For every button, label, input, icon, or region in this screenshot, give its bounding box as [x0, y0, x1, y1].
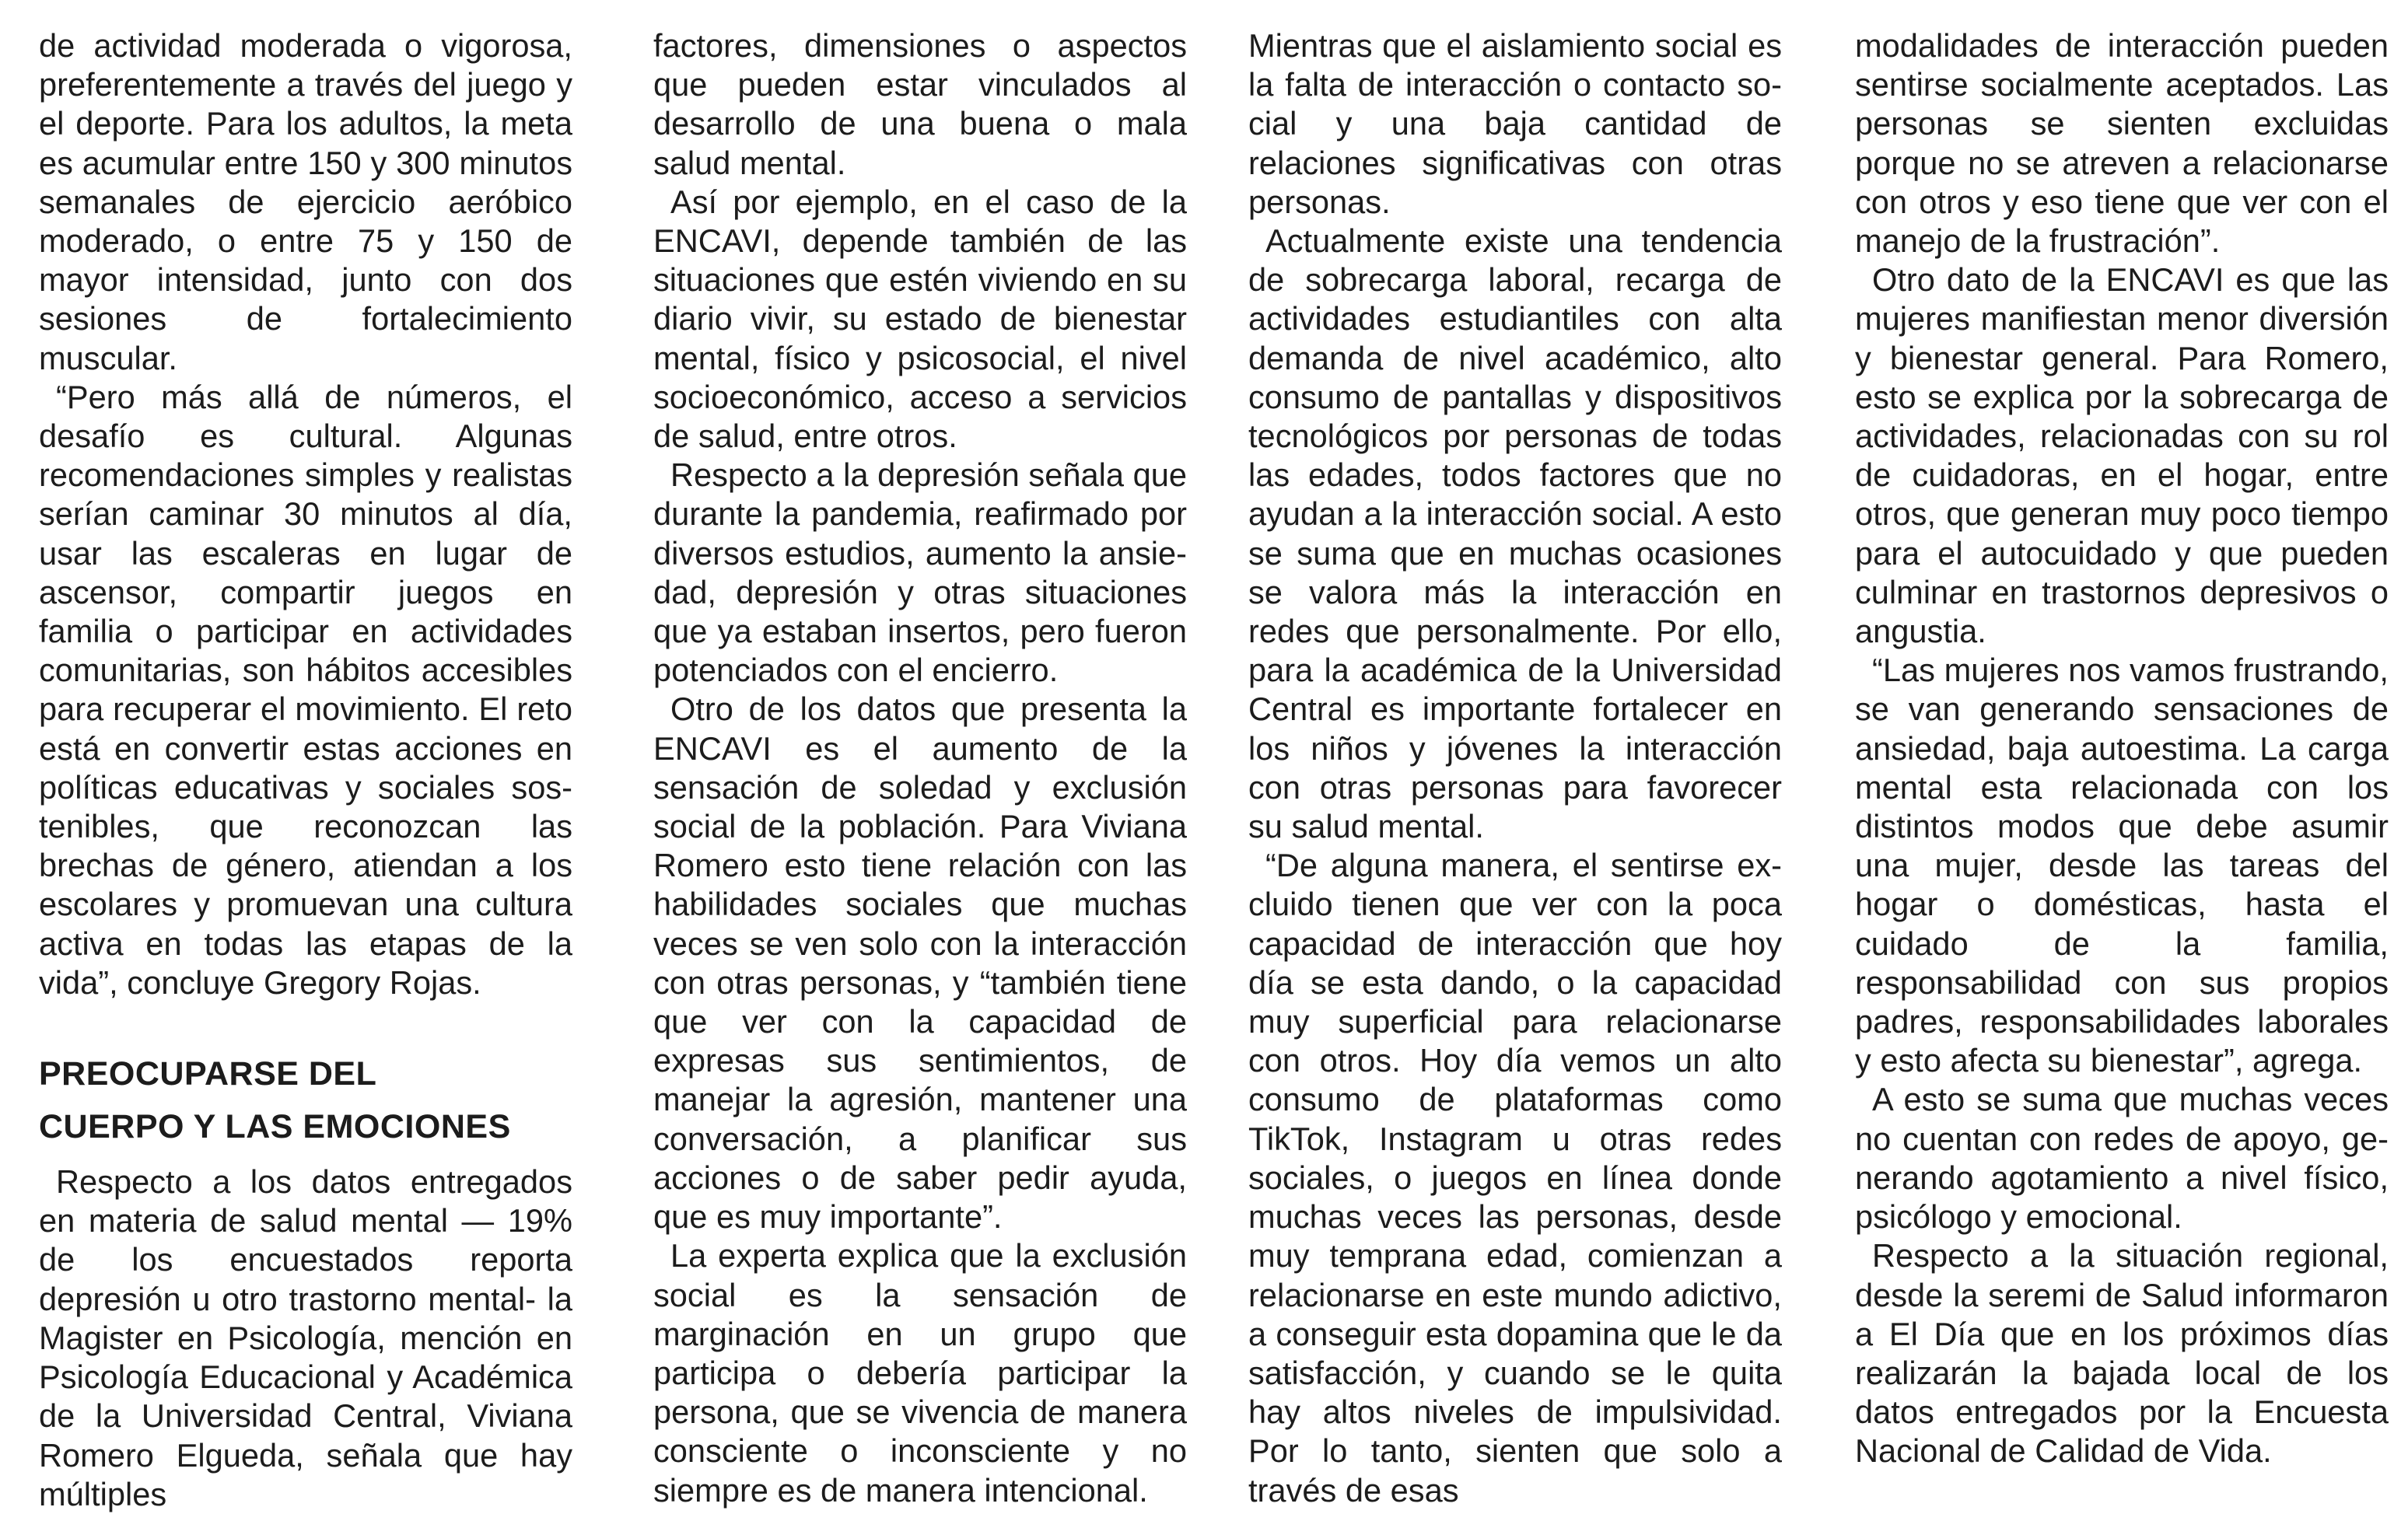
paragraph: Otro de los datos que presenta la ENCAVI es el aumento de la sensación de soledad y exclusión social de la población. Para Viviana Romero esto tiene relación con las habilidades sociales que muchas veces se ven solo con la interacción con otras personas, y “también tiene que ver con la capacidad de expresas sus sentimientos, de manejar la agresión, mantener una conversación, a planificar sus acciones o de saber pedir ayuda, que es muy importante”. [653, 691, 1187, 1236]
paragraph: modalidades de interacción pueden sentirse socialmente aceptados. Las personas se sienten excluidas porque no se atreven a relacionarse con otros y eso tiene que ver con el manejo de la frustración”. [1855, 27, 2389, 260]
section-heading [39, 1047, 572, 1153]
paragraph: Otro dato de la ENCAVI es que las mujeres manifiestan menor diversión y bienestar general. Para Romero, esto se explica por la sobrecarga de actividades, relacionadas con su rol de cuidadoras, en el hogar, entre otros, que generan muy poco tiempo para el autocuidado y que pueden culminar en trastornos depresivos o angustia. [1855, 261, 2389, 650]
paragraph: Mientras que el aislamiento social es la falta de interacción o contacto social y una baja cantidad de relaciones significativas con otras personas. [1248, 27, 1782, 220]
paragraph: Respecto a la depresión señala que durante la pandemia, reafirmado por diversos estudios, aumento la ansiedad, depresión y otras situaciones que ya estaban insertos, pero fueron potenciados con el encierro. [653, 456, 1187, 689]
paragraph: La experta explica que la exclusión social es la sensación de marginación en un grupo que participa o debería participar la persona, que se vivencia de manera consciente o inconsciente y no siempre es de manera intencional. [653, 1237, 1187, 1509]
paragraph: de actividad moderada o vigorosa, preferentemente a través del juego y el deporte. Para los adultos, la meta es acumular entre 150 y 300 minutos semanales de ejercicio aeróbico moderado, o entre 75 y 150 de mayor intensidad, junto con dos sesiones de fortalecimiento muscular. [39, 27, 572, 376]
article-column-4 [1855, 26, 2389, 1471]
section-heading-line-2: CUERPO Y LAS EMOCIONES [39, 1108, 511, 1146]
article-column-1 [39, 26, 572, 1514]
paragraph: Respecto a los datos entregados en materia de salud mental — 19% de los encuestados reporta depresión u otro trastorno mental- la Magister en Psicología, mención en Psicología Educacional y Académica de la Universidad Central, Viviana Romero Elgueda, señala que hay múltiples [39, 1163, 572, 1512]
article-column-3 [1248, 26, 1782, 1510]
paragraph: “Las mujeres nos vamos frustrando, se van generando sensaciones de ansiedad, baja autoestima. La carga mental esta relacionada con los distintos modos que debe asumir una mujer, desde las tareas del hogar o domésticas, hasta el cuidado de la familia, responsabilidad con sus propios padres, responsabilidades laborales y esto afecta su bienestar”, agrega. [1855, 652, 2389, 1079]
paragraph: Actualmente existe una tendencia de sobrecarga laboral, recarga de actividades estudiantiles con alta demanda de nivel académico, alto consumo de pantallas y dispositivos tecnológicos por personas de todas las edades, todos factores que no ayudan a la interacción social. A esto se suma que en muchas ocasiones se valora más la interacción en redes que personalmente. Por ello, para la académica de la Universidad Central es importante fortalecer en los niños y jóvenes la interacción con otras personas para favorecer su salud mental. [1248, 222, 1782, 845]
paragraph: Respecto a la situación regional, desde la seremi de Salud informaron a El Día que en los próximos días realizarán la bajada local de los datos entregados por la Encuesta Nacional de Calidad de Vida. [1855, 1237, 2389, 1470]
paragraph: A esto se suma que muchas veces no cuentan con redes de apoyo, generando agotamiento a nivel físico, psicólogo y emocional. [1855, 1081, 2389, 1236]
article-column-2 [653, 26, 1187, 1510]
paragraph: “Pero más allá de números, el desafío es cultural. Algunas recomendaciones simples y realistas serían caminar 30 minutos al día, usar las escaleras en lugar de ascensor, compartir juegos en familia o participar en actividades comunitarias, son hábitos accesibles para recuperar el movimiento. El reto está en convertir estas acciones en políticas educativas y sociales sostenibles, que reconozcan las brechas de género, atiendan a los escolares y promuevan una cultura activa en todas las etapas de la vida”, concluye Gregory Rojas. [39, 378, 572, 1001]
paragraph: factores, dimensiones o aspectos que pueden estar vinculados al desarrollo de una buena o mala salud mental. [653, 27, 1187, 181]
section-heading-line-1: PREOCUPARSE DEL [39, 1055, 377, 1093]
paragraph: Así por ejemplo, en el caso de la ENCAVI, depende también de las situaciones que estén viviendo en su diario vivir, su estado de bienestar mental, físico y psicosocial, el nivel socioeconómico, acceso a servicios de salud, entre otros. [653, 183, 1187, 455]
paragraph: “De alguna manera, el sentirse excluido tienen que ver con la poca capacidad de interacción que hoy día se esta dando, o la capacidad muy superficial para relacionarse con otros. Hoy día vemos un alto consumo de plataformas como TikTok, Instagram u otras redes sociales, o juegos en línea donde muchas veces las personas, desde muy temprana edad, comienzan a relacionarse en este mundo adictivo, a conseguir esta dopamina que le da satisfacción, y cuando se le quita hay altos niveles de impulsividad. Por lo tanto, sienten que solo a través de esas [1248, 847, 1782, 1509]
